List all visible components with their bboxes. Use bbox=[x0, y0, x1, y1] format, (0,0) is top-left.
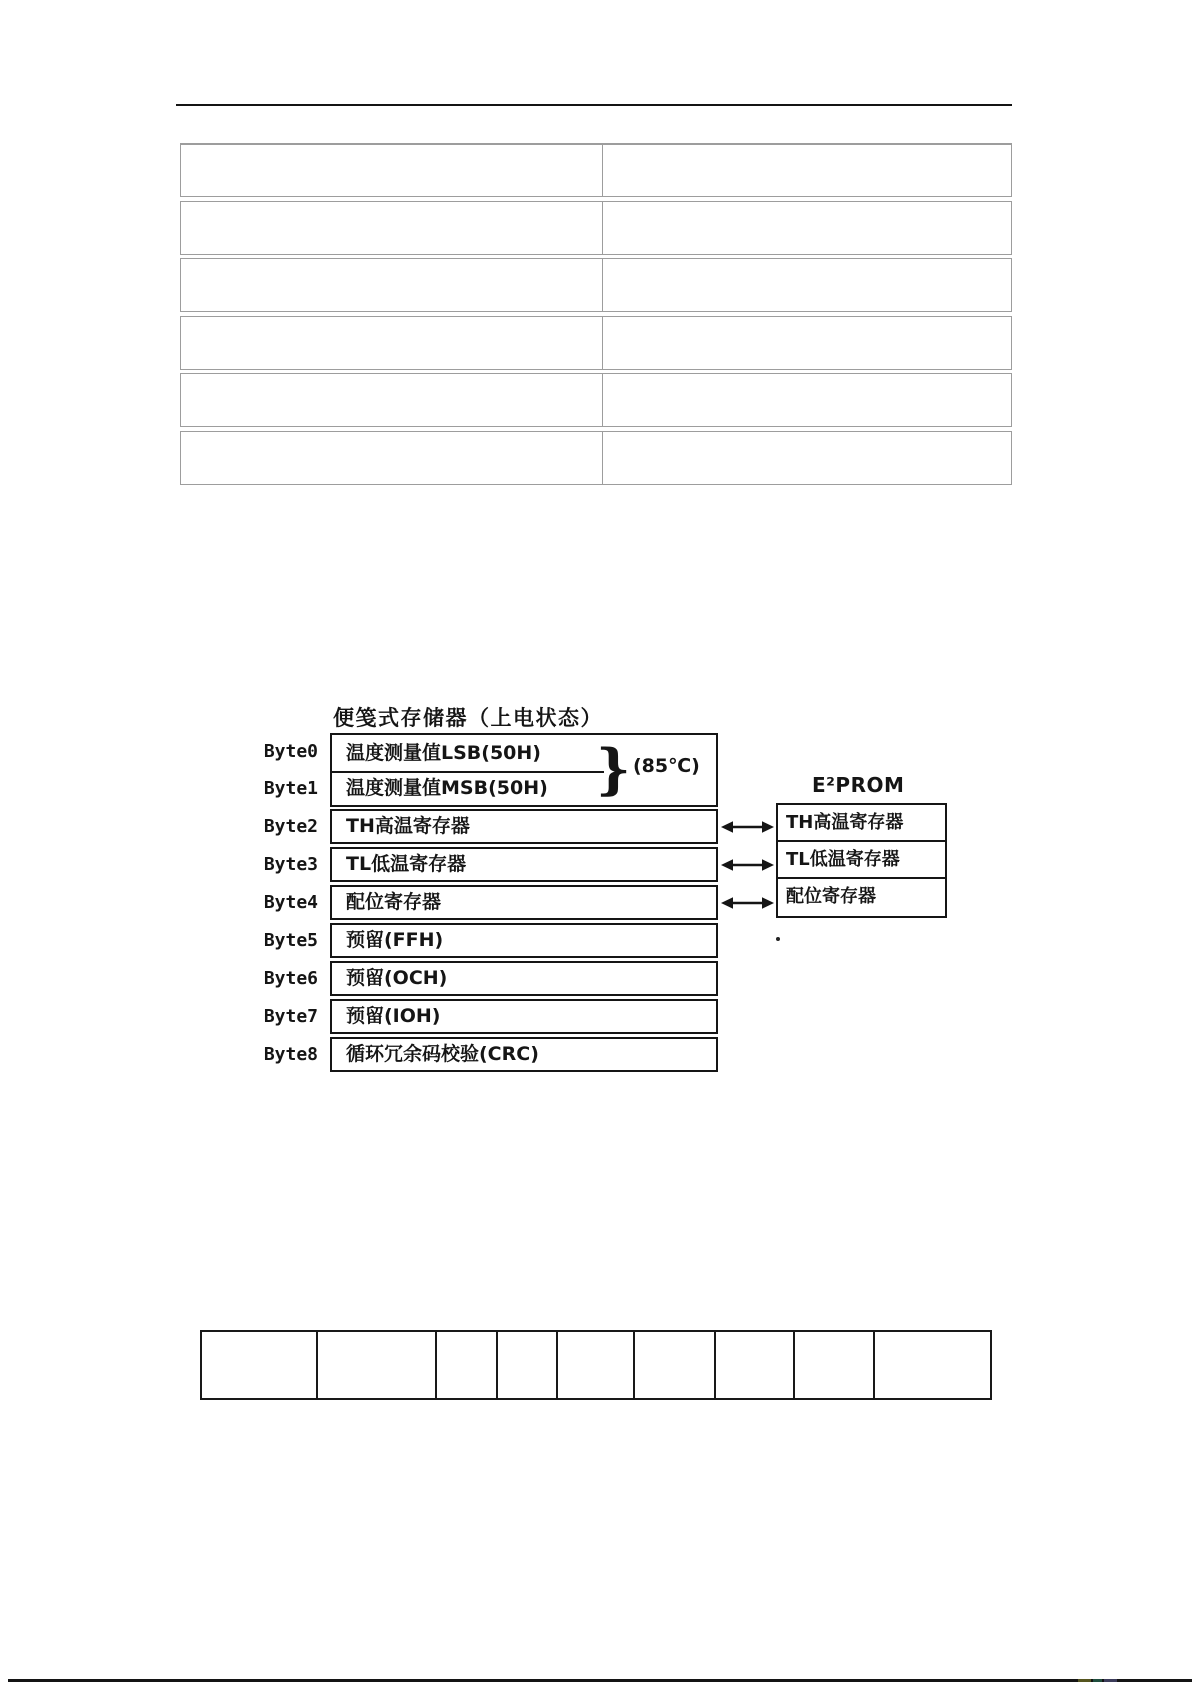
double-arrow-icon bbox=[721, 895, 774, 911]
table-cell bbox=[498, 1332, 558, 1398]
column-divider bbox=[602, 317, 603, 369]
top-table bbox=[180, 143, 1012, 485]
scratchpad-row-byte3: TL低温寄存器 bbox=[330, 847, 718, 882]
table-row bbox=[180, 373, 1012, 427]
scratchpad-row-byte5: 预留(FFH) bbox=[330, 923, 718, 958]
brace-glyph: } bbox=[596, 737, 631, 801]
scratchpad-row-byte7: 预留(IOH) bbox=[330, 999, 718, 1034]
double-arrow-icon bbox=[721, 819, 774, 835]
scratchpad-row-byte0: 温度测量值LSB(50H) bbox=[346, 742, 541, 764]
diagram-title: 便笺式存储器（上电状态） bbox=[333, 706, 603, 730]
column-divider bbox=[602, 259, 603, 311]
scratchpad-temperature-box bbox=[330, 733, 718, 807]
scratchpad-row-byte6: 预留(OCH) bbox=[330, 961, 718, 996]
table-row bbox=[180, 143, 1012, 197]
table-row bbox=[180, 258, 1012, 312]
column-divider bbox=[602, 202, 603, 254]
scan-artifact bbox=[1093, 1679, 1102, 1682]
byte-label-0: Byte0 bbox=[263, 741, 318, 762]
eeprom-box bbox=[776, 803, 947, 918]
column-divider bbox=[602, 432, 603, 484]
scratchpad-row-byte8: 循环冗余码校验(CRC) bbox=[330, 1037, 718, 1072]
byte-label-8: Byte8 bbox=[263, 1044, 318, 1065]
temperature-annotation: (85℃) bbox=[633, 755, 700, 777]
table-cell bbox=[558, 1332, 635, 1398]
stray-dot-mark bbox=[776, 937, 780, 941]
column-divider bbox=[602, 145, 603, 196]
bottom-horizontal-rule bbox=[8, 1679, 1192, 1682]
table-cell bbox=[716, 1332, 795, 1398]
double-arrow-icon bbox=[721, 857, 774, 873]
table-cell bbox=[318, 1332, 436, 1398]
top-horizontal-rule bbox=[176, 104, 1012, 106]
byte-label-2: Byte2 bbox=[263, 816, 318, 837]
eeprom-row-tl: TL低温寄存器 bbox=[778, 842, 945, 879]
row-separator-line bbox=[332, 771, 604, 773]
table-cell bbox=[202, 1332, 318, 1398]
eeprom-row-th: TH高温寄存器 bbox=[778, 805, 945, 842]
table-cell bbox=[437, 1332, 499, 1398]
table-cell bbox=[795, 1332, 874, 1398]
eeprom-row-config: 配位寄存器 bbox=[786, 886, 876, 907]
table-row bbox=[180, 201, 1012, 255]
byte-label-4: Byte4 bbox=[263, 892, 318, 913]
scratchpad-row-byte4: 配位寄存器 bbox=[330, 885, 718, 920]
scan-artifact bbox=[1078, 1679, 1091, 1682]
scratchpad-row-byte1: 温度测量值MSB(50H) bbox=[346, 777, 548, 799]
byte-label-3: Byte3 bbox=[263, 854, 318, 875]
column-divider bbox=[602, 374, 603, 426]
table-row bbox=[180, 431, 1012, 485]
bottom-table bbox=[200, 1330, 992, 1400]
table-cell bbox=[635, 1332, 716, 1398]
byte-label-7: Byte7 bbox=[263, 1006, 318, 1027]
table-row bbox=[180, 316, 1012, 370]
byte-label-6: Byte6 bbox=[263, 968, 318, 989]
table-cell bbox=[875, 1332, 990, 1398]
eeprom-title: E²PROM bbox=[812, 773, 905, 797]
byte-label-5: Byte5 bbox=[263, 930, 318, 951]
scratchpad-row-byte2: TH高温寄存器 bbox=[330, 809, 718, 844]
byte-label-1: Byte1 bbox=[263, 778, 318, 799]
scan-artifact bbox=[1104, 1679, 1117, 1682]
